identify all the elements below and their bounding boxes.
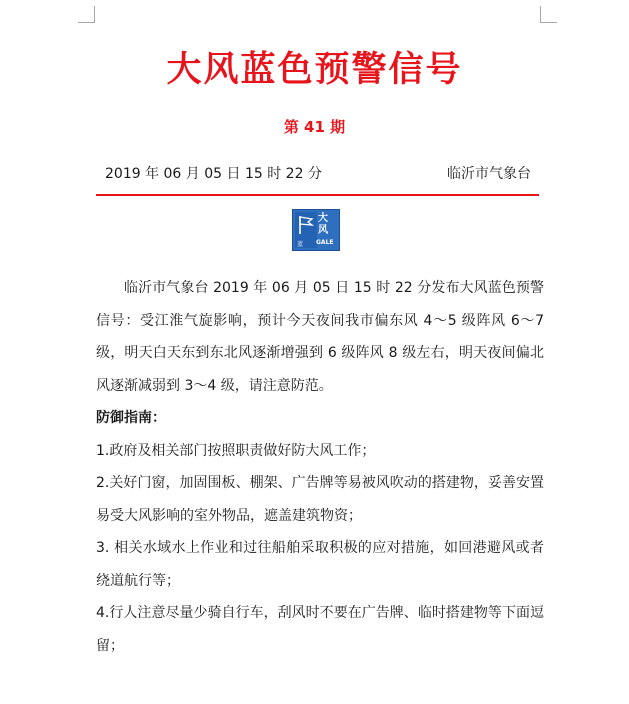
guide-item: 3. 相关水域水上作业和过往船舶采取积极的应对措施，如回港避风或者绕道航行等； [96,540,544,589]
issue-number: 第 41 期 [283,118,346,136]
guide-heading: 防御指南： [96,410,166,426]
gale-blue-warning-badge [292,209,340,251]
crop-mark-top-left [78,6,95,23]
wind-warning-flag-icon [297,215,315,235]
guide-item: 1.政府及相关部门按照职责做好防大风工作； [96,442,376,459]
badge-english-text: GALE [316,239,334,246]
crop-mark-top-right [540,6,557,23]
issuing-office: 临沂市气象台 [447,166,531,182]
badge-text-line2: 风 [318,225,328,236]
document-title: 大风蓝色预警信号 [166,50,463,90]
guide-item: 4.行人注意尽量少骑自行车，刮风时不要在广告牌、临时搭建物等下面逗留； [96,605,544,654]
badge-text-line1: 大 [318,213,328,224]
document-body [96,272,544,662]
guide-item: 2.关好门窗，加固围板、棚架、广告牌等易被风吹动的搭建物，妥善安置易受大风影响的室外物品，遮盖建筑物资； [96,475,544,524]
header-divider [96,194,539,196]
issue-datetime: 2019 年 06 月 05 日 15 时 22 分 [105,166,322,182]
badge-level-text: 蓝 [297,241,304,248]
warning-paragraph: 临沂市气象台 2019 年 06 月 05 日 15 时 22 分发布大风蓝色预警信号：受江淮气旋影响，预计今天夜间我市偏东风 4～5 级阵风 6～7 级，明天白天东到东北风逐渐增强到 6 级阵风 8 级左右，明天夜间偏北风逐渐减弱到 3～4 级，请注意防范。 [96,280,544,394]
